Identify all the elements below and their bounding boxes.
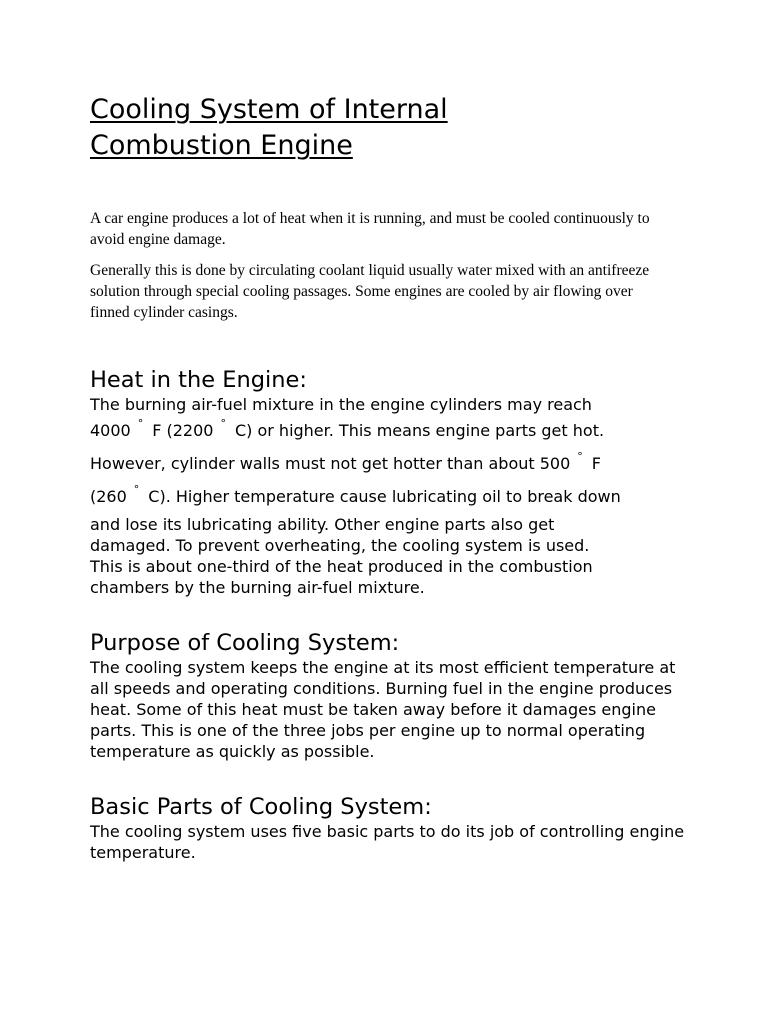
intro-paragraph: Generally this is done by circulating coolant liquid usually water mixed with an antifreeze solution through special cooling passages. Some engines are cooled by air flowing over finned cylinder casings.	[90, 262, 650, 321]
text-run: C). Higher temperature cause lubricating oil to break down	[148, 487, 621, 506]
section-body-purpose: The cooling system keeps the engine at its most efficient temperature at all speeds and operating conditions. Burning fuel in the engine produces heat. Some of this heat must be taken away before it damages engine parts. This is one of the three jobs per engine up to normal operating temperature as quickly as possible.	[90, 658, 676, 761]
text-run: (260	[90, 487, 127, 506]
body-line	[90, 415, 690, 448]
section-body-basic-parts: The cooling system uses five basic parts to do its job of controlling engine temperature.	[90, 822, 685, 862]
body-line	[90, 577, 690, 598]
body-line	[90, 556, 690, 577]
section-heading-basic-parts: Basic Parts of Cooling System:	[90, 794, 432, 820]
text-run: F	[591, 454, 601, 473]
text-run: This is about one-third of the heat produced in the combustion	[90, 557, 593, 576]
degree-symbol: °	[220, 417, 226, 430]
intro-paragraph: A car engine produces a lot of heat when it is running, and must be cooled continuously to avoid engine damage.	[90, 210, 650, 248]
body-line	[90, 448, 690, 481]
text-run: 4000	[90, 421, 131, 440]
body-line	[90, 394, 690, 415]
degree-symbol: °	[137, 417, 144, 430]
text-run: damaged. To prevent overheating, the cooling system is used.	[90, 536, 590, 555]
section-body-heat-in-engine	[90, 394, 690, 598]
document-page	[90, 92, 690, 863]
body-line	[90, 514, 690, 535]
body-line	[90, 535, 690, 556]
section-heading-purpose: Purpose of Cooling System:	[90, 630, 400, 656]
text-run: However, cylinder walls must not get hotter than about 500	[90, 454, 571, 473]
degree-symbol: °	[577, 450, 583, 463]
document-title: Cooling System of Internal Combustion Engine	[90, 94, 448, 161]
text-run: The burning air-fuel mixture in the engine cylinders may reach	[90, 395, 592, 414]
section-heading-heat-in-engine: Heat in the Engine:	[90, 367, 307, 393]
degree-symbol: °	[133, 483, 140, 496]
body-line	[90, 481, 690, 514]
text-run: chambers by the burning air-fuel mixture.	[90, 578, 425, 597]
text-run: and lose its lubricating ability. Other engine parts also get	[90, 515, 555, 534]
text-run: C) or higher. This means engine parts get hot.	[234, 421, 605, 440]
text-run: F (2200	[152, 421, 214, 440]
